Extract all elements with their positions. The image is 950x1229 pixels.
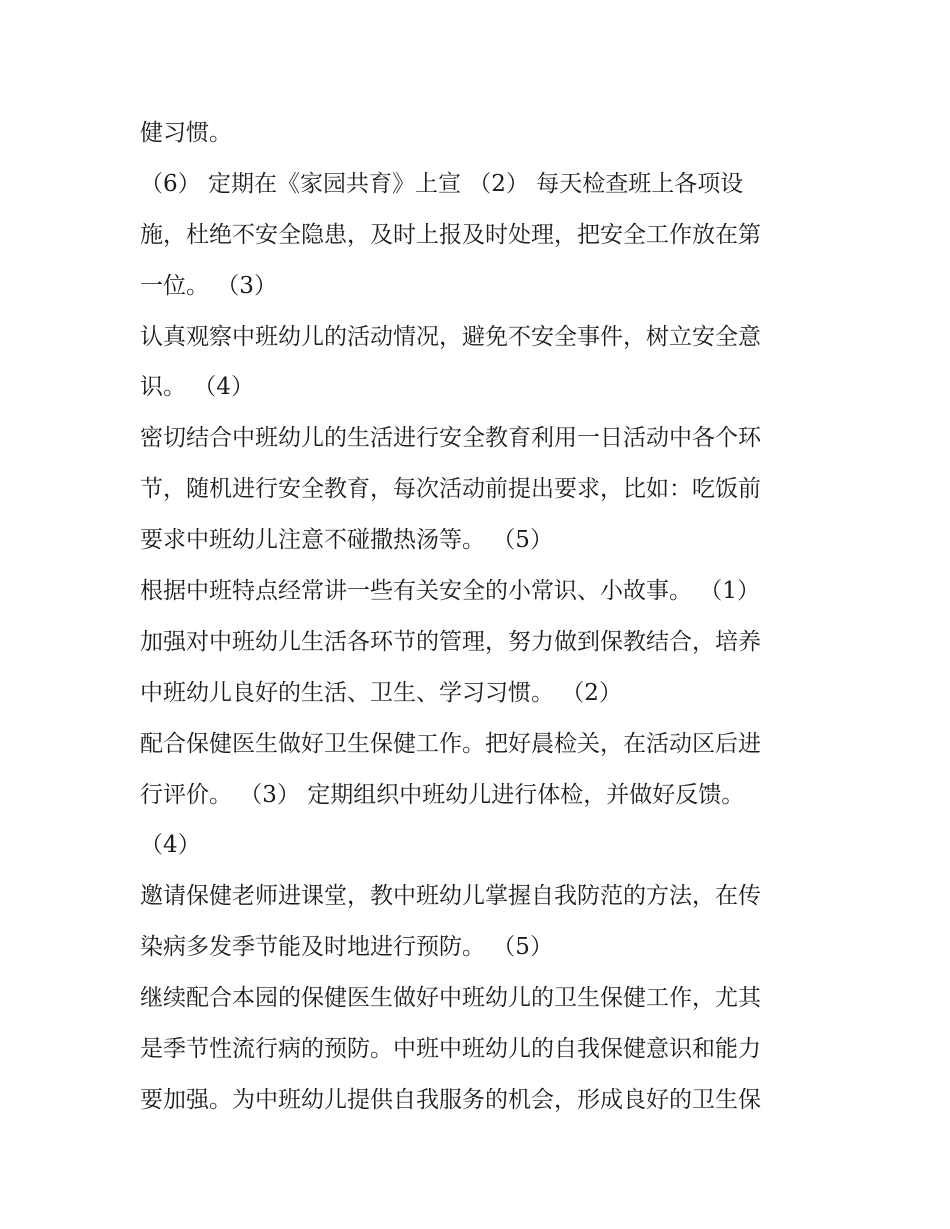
- text-line: 根据中班特点经常讲一些有关安全的小常识、小故事。 （1）: [140, 578, 760, 605]
- text-line: （6） 定期在《家园共育》上宣 （2） 每天检查班上各项设: [140, 170, 744, 197]
- text-line: 要加强。为中班幼儿提供自我服务的机会，形成良好的卫生保: [140, 1086, 761, 1113]
- text-line: 行评价。 （3） 定期组织中班幼儿进行体检，并做好反馈。: [140, 781, 745, 808]
- text-line: 邀请保健老师进课堂，教中班幼儿掌握自我防范的方法，在传: [140, 883, 761, 910]
- document-body: [140, 108, 820, 1126]
- text-line: 配合保健医生做好卫生保健工作。把好晨检关，在活动区后进: [140, 730, 761, 757]
- text-line: 认真观察中班幼儿的活动情况，避免不安全事件，树立安全意: [140, 323, 761, 350]
- text-line: 染病多发季节能及时地进行预防。 （5）: [140, 934, 553, 961]
- text-line: 识。 （4）: [140, 374, 254, 401]
- text-line: 一位。 （3）: [140, 272, 277, 299]
- text-line: 加强对中班幼儿生活各环节的管理，努力做到保教结合，培养: [140, 628, 761, 655]
- text-line: 要求中班幼儿注意不碰撒热汤等。 （5）: [140, 527, 553, 554]
- text-line: 施，杜绝不安全隐患，及时上报及时处理，把安全工作放在第: [140, 221, 761, 248]
- text-line: 继续配合本园的保健医生做好中班幼儿的卫生保健工作，尤其: [140, 985, 761, 1012]
- text-line: （4）: [140, 832, 201, 859]
- text-line: 密切结合中班幼儿的生活进行安全教育利用一日活动中各个环: [140, 425, 761, 452]
- text-line: 健习惯。: [140, 120, 232, 146]
- text-line: 中班幼儿良好的生活、卫生、学习习惯。 （2）: [140, 679, 622, 706]
- text-line: 节，随机进行安全教育，每次活动前提出要求，比如：吃饭前: [140, 476, 761, 503]
- text-line: 是季节性流行病的预防。中班中班幼儿的自我保健意识和能力: [140, 1036, 761, 1063]
